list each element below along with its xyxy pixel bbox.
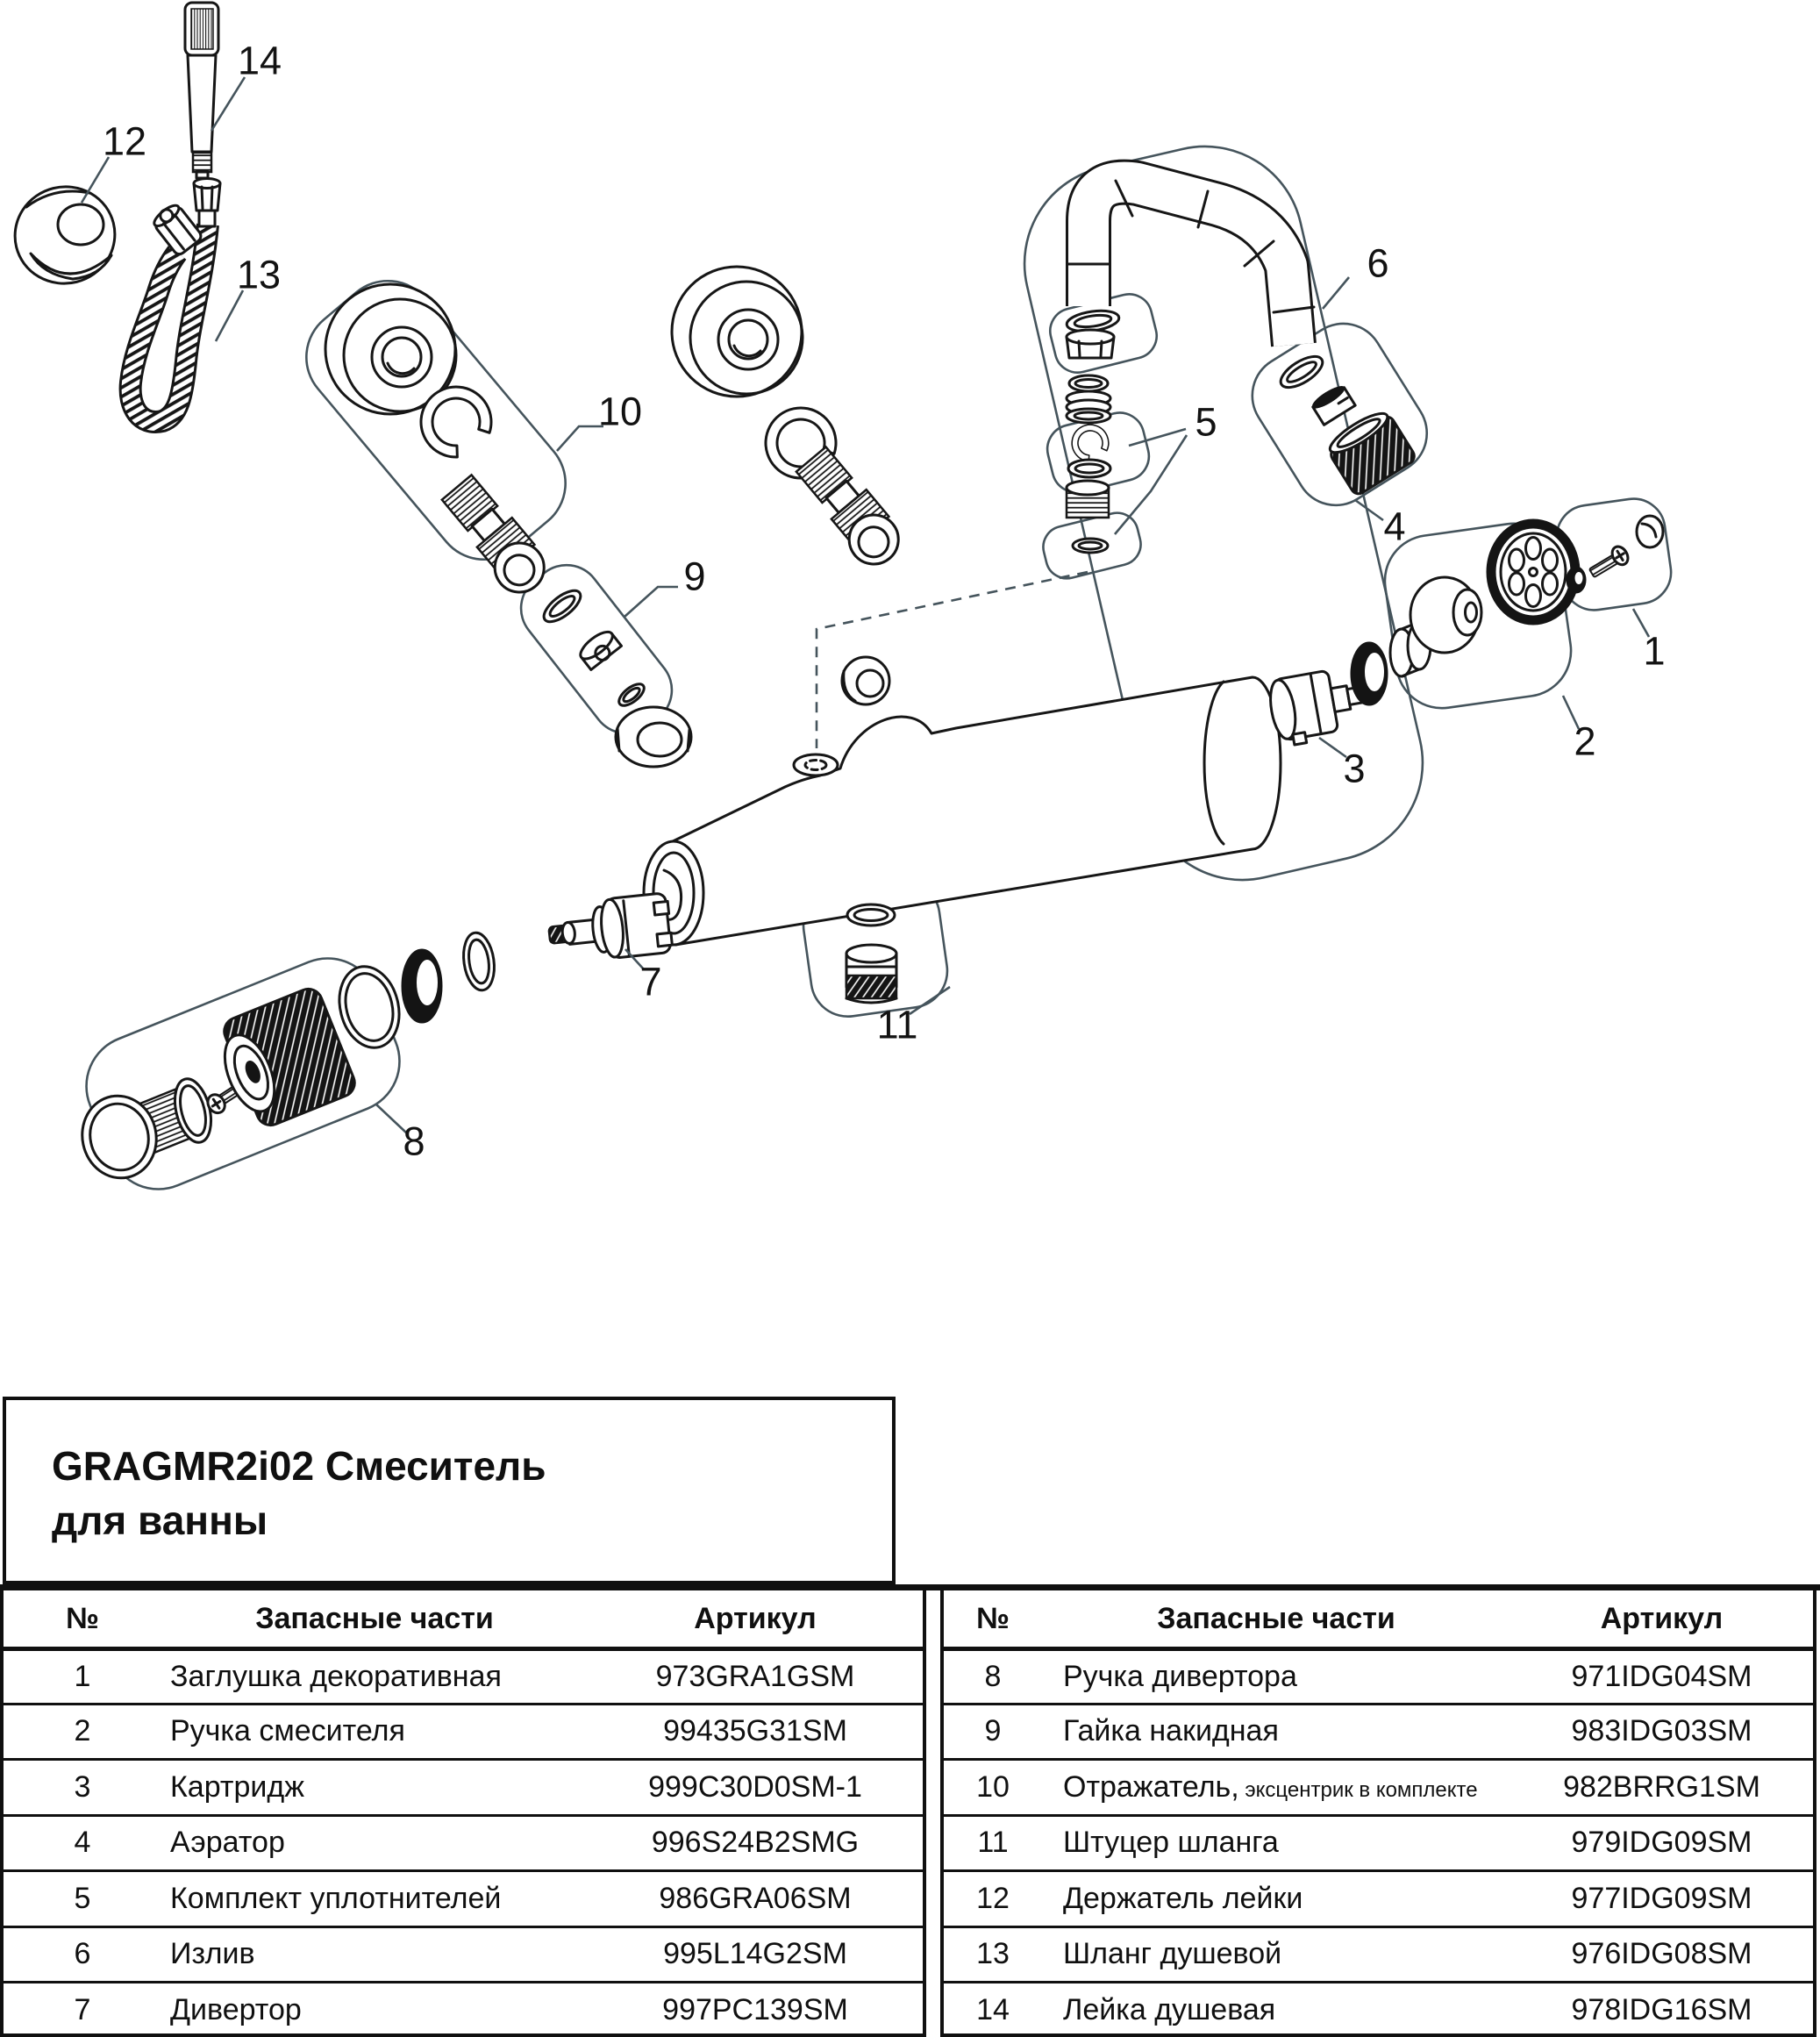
- union-nut: [616, 707, 691, 767]
- callout-leader-9: [625, 587, 678, 617]
- callout-leader-13: [216, 290, 243, 341]
- callout-number-2: 2: [1574, 718, 1596, 764]
- header-parts: Запасные части: [1157, 1601, 1395, 1635]
- parts: [4, 3, 1666, 1185]
- shower-hose: [131, 179, 220, 422]
- mixer-handle-group: [1410, 524, 1575, 653]
- header-num: №: [976, 1601, 1010, 1635]
- product-title-line2: для ванны: [52, 1497, 268, 1543]
- escutcheon-group-2: [672, 267, 910, 574]
- callout-leader-6: [1323, 277, 1349, 309]
- o-ring-mid: [460, 931, 498, 992]
- hose-fitting-top: [194, 179, 220, 227]
- callout-leader-10: [557, 426, 603, 451]
- callout-number-1: 1: [1643, 628, 1666, 674]
- callout-number-7: 7: [639, 959, 662, 1004]
- table-row: 7 Дивертор 997PC139SM: [4, 1981, 923, 2037]
- union-nut-kit: [539, 585, 648, 710]
- table-row: 5 Комплект уплотнителей 986GRA06SM: [4, 1869, 923, 1926]
- parts-tables: [0, 1584, 1820, 2037]
- table-header: [4, 1590, 923, 1647]
- table-row: 11 Штуцер шланга 979IDG09SM: [944, 1814, 1813, 1870]
- header-article: Артикул: [694, 1601, 817, 1635]
- product-title-line1: GRAGMR2i02 Смеситель: [52, 1443, 546, 1489]
- table-header: [944, 1590, 1813, 1647]
- table-row: 14 Лейка душевая 978IDG16SM: [944, 1981, 1813, 2037]
- callout-number-9: 9: [683, 554, 706, 599]
- parts-table-right: [940, 1590, 1816, 2037]
- callout-leader-14: [211, 77, 245, 131]
- mixer-body: [644, 677, 1281, 945]
- callout-leader-3: [1319, 738, 1346, 757]
- seal-ring: [402, 949, 442, 1023]
- hose-connector-group: [846, 904, 896, 1003]
- callout-number-12: 12: [102, 118, 147, 164]
- callout-number-5: 5: [1195, 399, 1217, 445]
- header-parts: Запасные части: [255, 1601, 494, 1635]
- table-row: 10 Отражатель, эксцентрик в комплекте 982BRRG1SM: [944, 1758, 1813, 1814]
- table-row: 13 Шланг душевой 976IDG08SM: [944, 1926, 1813, 1982]
- callout-number-10: 10: [597, 389, 643, 434]
- screw: [1587, 544, 1631, 582]
- table-row: 1 Заглушка декоративная 973GRA1GSM: [4, 1647, 923, 1703]
- cartridge-seal: [1351, 642, 1388, 705]
- table-row: 3 Картридж 999C30D0SM-1: [4, 1758, 923, 1814]
- callout-leader-5: [1115, 435, 1187, 534]
- table-row: 2 Ручка смесителя 99435G31SM: [4, 1703, 923, 1759]
- table-row: 4 Аэратор 996S24B2SMG: [4, 1814, 923, 1870]
- spout-mount-ring: [842, 657, 889, 704]
- table-row: 9 Гайка накидная 983IDG03SM: [944, 1703, 1813, 1759]
- hand-shower: [185, 3, 218, 178]
- table-row: 12 Держатель лейки 977IDG09SM: [944, 1869, 1813, 1926]
- divertor: [546, 892, 673, 964]
- table-row: 6 Излив 995L14G2SM: [4, 1926, 923, 1982]
- header-num: №: [66, 1601, 99, 1635]
- table-row: 8 Ручка дивертора 971IDG04SM: [944, 1647, 1813, 1703]
- parts-table-left: [0, 1590, 926, 2037]
- header-article: Артикул: [1600, 1601, 1724, 1635]
- callout-number-3: 3: [1343, 746, 1366, 791]
- title-box: [3, 1397, 896, 1584]
- plug-group: [1567, 516, 1663, 593]
- escutcheon-group: [325, 284, 555, 602]
- callout-leader-5: [1129, 429, 1186, 446]
- spout-seal-kit: [1066, 308, 1120, 553]
- divertor-handle-group: [75, 960, 407, 1184]
- callout-number-8: 8: [403, 1119, 425, 1164]
- callout-leader-8: [376, 1104, 406, 1133]
- callout-number-13: 13: [236, 252, 282, 297]
- shower-holder: [4, 176, 125, 294]
- callout-number-6: 6: [1367, 240, 1389, 286]
- callout-number-14: 14: [237, 38, 282, 83]
- callout-number-11: 11: [876, 1002, 918, 1047]
- callout-number-4: 4: [1383, 504, 1406, 549]
